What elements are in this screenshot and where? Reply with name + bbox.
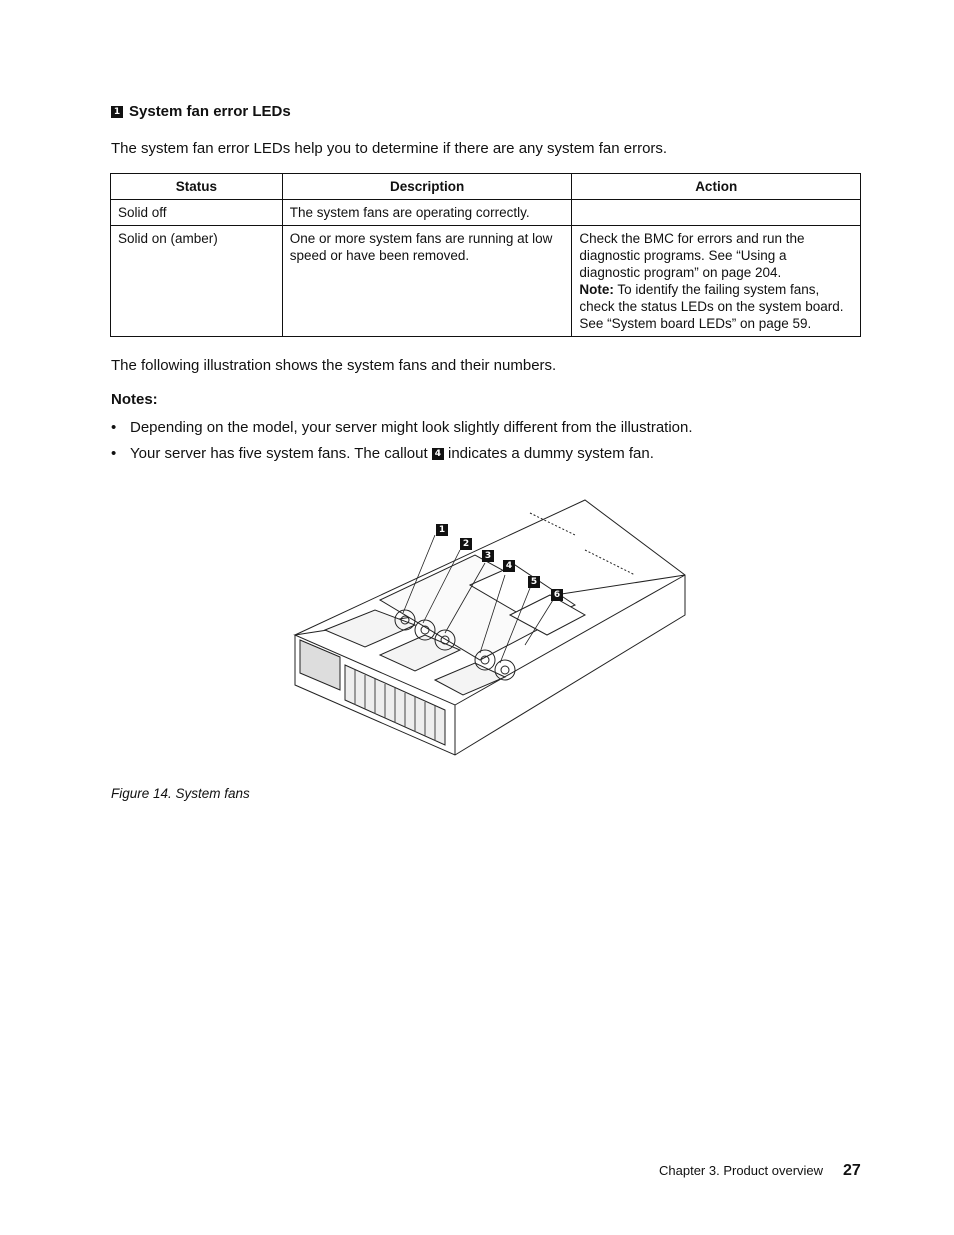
- action-note-line: See “System board LEDs” on page 59.: [579, 316, 812, 331]
- section-title: System fan error LEDs: [129, 103, 291, 120]
- action-cell: [572, 226, 861, 337]
- table-row: [111, 200, 861, 226]
- figure-callout: 5: [528, 576, 540, 588]
- figure-callout: 4: [503, 560, 515, 572]
- server-illustration: [285, 495, 690, 770]
- description-cell: The system fans are operating correctly.: [282, 200, 572, 226]
- action-line: Check the BMC for errors and run the: [579, 231, 805, 246]
- action-note-line: To identify the failing system fans,: [617, 282, 820, 297]
- figure-callout: 2: [460, 538, 472, 550]
- status-cell: Solid off: [111, 200, 283, 226]
- illustration-paragraph: The following illustration shows the system fans and their numbers.: [111, 357, 557, 374]
- note-item: [111, 419, 693, 436]
- figure-caption: Figure 14. System fans: [111, 786, 250, 801]
- action-cell: [572, 200, 861, 226]
- led-status-table: [110, 173, 861, 337]
- column-header-description: Description: [282, 174, 572, 200]
- notes-title: Notes:: [111, 391, 158, 408]
- column-header-status: Status: [111, 174, 283, 200]
- callout-badge: 1: [111, 106, 123, 118]
- note-item: [111, 445, 654, 462]
- status-cell: Solid on (amber): [111, 226, 283, 337]
- column-header-action: Action: [572, 174, 861, 200]
- action-note-line: check the status LEDs on the system board.: [579, 299, 844, 314]
- bullet-icon: •: [111, 419, 117, 436]
- figure-callout: 3: [482, 550, 494, 562]
- table-header-row: [111, 174, 861, 200]
- note-text: Depending on the model, your server might look slightly different from the illustration.: [130, 419, 693, 436]
- action-line: diagnostic program” on page 204.: [579, 265, 782, 280]
- table-row: [111, 226, 861, 337]
- note-text: indicates a dummy system fan.: [448, 445, 654, 462]
- section-heading: [111, 103, 291, 120]
- action-line: diagnostic programs. See “Using a: [579, 248, 787, 263]
- intro-paragraph: The system fan error LEDs help you to determine if there are any system fan errors.: [111, 140, 668, 157]
- note-text: Your server has five system fans. The callout: [130, 445, 428, 462]
- figure-callout: 1: [436, 524, 448, 536]
- figure-callout: 6: [551, 589, 563, 601]
- callout-badge: 4: [432, 448, 444, 460]
- note-label: Note:: [579, 282, 614, 297]
- footer-chapter: Chapter 3. Product overview: [659, 1163, 824, 1178]
- description-cell: One or more system fans are running at low speed or have been removed.: [282, 226, 572, 337]
- page-number: 27: [843, 1162, 861, 1179]
- action-note: [579, 281, 853, 298]
- bullet-icon: •: [111, 445, 117, 462]
